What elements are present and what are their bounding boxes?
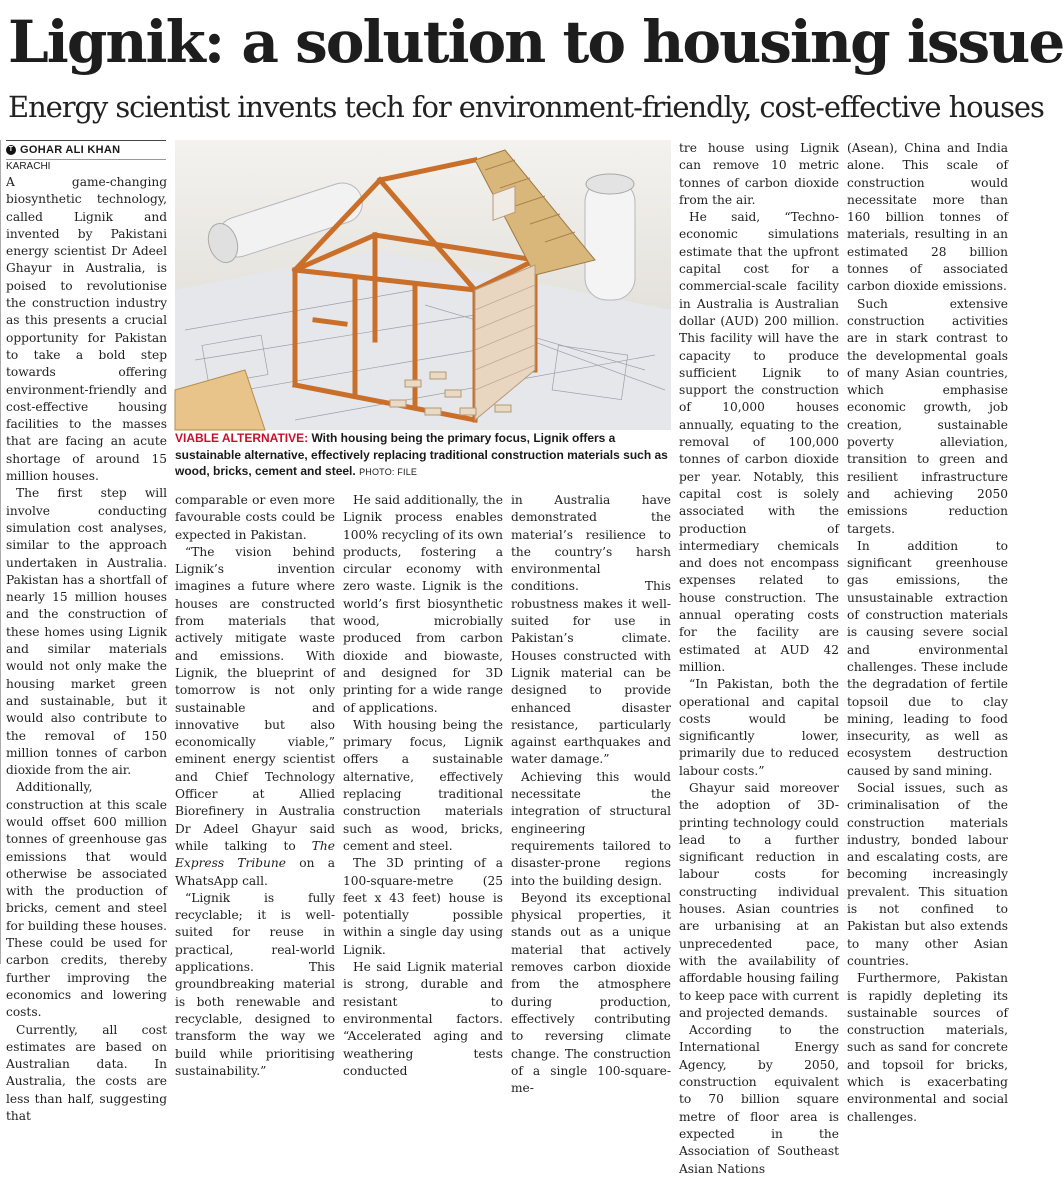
paragraph: Ghayur said moreover the adoption of 3D-printing technology could lead to a further significant reduction in labour costs for constructing individual houses. Asian countries are urbanising at an unprecedented pace, with the availability of affordable housing failing to keep pace with current and projected demands. — [679, 780, 839, 1020]
article-column-6 — [847, 140, 1008, 1124]
paragraph: With housing being the primary focus, Lignik offers a sustainable alternative, effectively replacing traditional construction materials such as wood, bricks, cement and steel. — [343, 717, 503, 853]
paragraph: According to the International Energy Agency, by 2050, construction equivalent to 70 billion square metre of floor area is expected in the Association of Southeast Asian Nations — [679, 1023, 839, 1176]
paragraph: Such extensive construction activities are in stark contrast to the developmental goals of many Asian countries, which emphasise economic growth, job creation, sustainable poverty alleviation, transition to green and resilient infrastructure and achieving 2050 emissions reduction targets. — [847, 296, 1008, 536]
paragraph: The 3D printing of a 100-square-metre (25 feet x 43 feet) house is potentially possible within a single day using Lignik. — [343, 856, 503, 957]
paragraph: He said Lignik material is strong, durable and resistant to environmental factors. “Accelerated aging and weathering tests conducted — [343, 960, 503, 1078]
paragraph: “In Pakistan, both the operational and capital costs would be significantly lower, primarily due to reduced labour costs.” — [679, 677, 839, 778]
article-column-3 — [343, 492, 503, 1078]
paragraph: The first step will involve conducting simulation cost analyses, similar to the approach undertaken in Australia. Pakistan has a shortfall of nearly 15 million houses and the construction of these homes using Lignik and similar materials would not only make the housing market green and sustainable, but it would also contribute to the removal of 150 million tonnes of carbon dioxide from the air. — [6, 486, 167, 778]
author-line — [6, 143, 166, 157]
article-photo — [175, 140, 671, 430]
paragraph: comparable or even more favourable costs could be expected in Pakistan. — [175, 493, 335, 542]
paragraph-text: “The vision behind Lignik’s invention imagines a future where houses are constructed from materials that actively mitigate waste and emissions. With Lignik, the blueprint of tomorrow is not only sustainable and innovative but also economically viable,” eminent energy scientist and Chief Technology Officer at Allied Biorefinery in Australia Dr Adeel Ghayur said while talking to — [175, 544, 335, 853]
paragraph-text-end: on a WhatsApp call. — [175, 856, 336, 888]
paragraph — [175, 544, 335, 890]
subheadline: Energy scientist invents tech for environment-friendly, cost-effective houses — [8, 90, 1044, 124]
headline: Lignik: a solution to housing issue — [8, 8, 1063, 76]
paragraph: Achieving this would necessitate the integration of structural engineering requirements tailored to disaster-prone regions into the building design. — [511, 769, 671, 888]
paragraph: In addition to significant greenhouse gas emissions, the unsustainable extraction of construction materials is causing severe social and environmental challenges. These include the degradation of fertile topsoil due to clay mining, leading to food insecurity, as well as ecosystem destruction caused by sand mining. — [847, 538, 1008, 778]
paragraph: Currently, all cost estimates are based on Australian data. In Australia, the costs are less than half, suggesting that — [6, 1022, 167, 1124]
tribune-logo-icon: T — [6, 145, 16, 155]
caption-text: With housing being the primary focus, Lignik offers a sustainable alternative, effectively replacing traditional construction materials such as wood, bricks, cement and steel. — [175, 431, 668, 478]
photo-caption — [175, 430, 671, 481]
caption-label: VIABLE ALTERNATIVE: — [175, 431, 309, 445]
page-left-rule — [0, 140, 1, 964]
article-column-1 — [6, 174, 167, 1124]
publication-name: The Express Tribune — [175, 838, 335, 871]
paragraph: (Asean), China and India alone. This scale of construction would necessitate more than 160 billion tonnes of materials, resulting in an estimated 28 billion tonnes of associated carbon dioxide emissions. — [847, 141, 1008, 294]
article-column-5 — [679, 140, 839, 1176]
paragraph: tre house using Lignik can remove 10 metric tonnes of carbon dioxide from the air. — [679, 141, 839, 207]
paragraph: “Lignik is fully recyclable; it is well-suited for reuse in practical, real-world applications. This groundbreaking material is both renewable and recyclable, designed to transform the way we build while prioritising sustainability.” — [175, 890, 335, 1078]
article-column-4 — [511, 492, 671, 1096]
article-column-2 — [175, 492, 336, 1078]
paragraph: Additionally, construction at this scale would offset 600 million tonnes of greenhouse gas emissions that would otherwise be associated with the production of bricks, cement and steel for building these houses. These could be used for carbon credits, thereby further improving the economics and lowering costs. — [6, 780, 167, 1020]
paragraph: Social issues, such as criminalisation of the construction materials industry, bonded labour and escalating costs, are becoming increasingly prevalent. This situation is not confined to Pakistan but also extends to many other Asian countries. — [847, 780, 1008, 968]
photo-credit: PHOTO: FILE — [359, 467, 418, 477]
byline — [6, 140, 166, 174]
paragraph: A game-changing biosynthetic technology, called Lignik and invented by Pakistani energy scientist Dr Adeel Ghayur in Australia, is poised to revolutionise the construction industry as this presents a crucial opportunity for Pakistan to take a bold step towards offering environment-friendly and cost-effective housing facilities to the masses that are facing an acute shortage of around 15 million houses. — [6, 175, 167, 484]
rolled-blueprint-right — [585, 174, 635, 300]
paragraph: He said additionally, the Lignik process enables 100% recycling of its own products, fostering a circular economy with zero waste. Lignik is the world’s first biosynthetic wood, microbially produced from carbon dioxide and biowaste, and designed for 3D printing for a wide range of applications. — [343, 493, 503, 715]
paragraph: Furthermore, Pakistan is rapidly depleting its sustainable sources of construction materials, such as sand for concrete and topsoil for bricks, which is exacerbating environmental and social challenges. — [847, 971, 1008, 1124]
paragraph: in Australia have demonstrated the material’s resilience to the country’s harsh environmental conditions. This robustness makes it well-suited for use in Pakistan’s climate. Houses constructed with Lignik material can be designed to provide enhanced disaster resistance, particularly against earthquakes and water damage.” — [511, 493, 671, 767]
paragraph: Beyond its exceptional physical properties, it stands out as a unique material that actively removes carbon dioxide from the atmosphere during production, effectively contributing to reversing climate change. The construction of a single 100-square-me- — [511, 890, 671, 1096]
house-frame-illustration — [175, 140, 671, 430]
author-name: GOHAR ALI KHAN — [20, 144, 121, 156]
dateline: KARACHI — [6, 159, 166, 174]
paragraph: He said, “Techno-economic simulations estimate that the upfront capital cost for a commercial-scale facility in Australia is Australian dollar (AUD) 200 million. This facility will have the capacity to produce sufficient Lignik to support the construction of 10,000 houses annually, equating to the removal of 100,000 tonnes of carbon dioxide per year. Notably, this capital cost is solely associated with the production of intermediary chemicals and does not encompass expenses related to house construction. The annual operating costs for the facility are estimated at AUD 42 million. — [679, 210, 839, 674]
